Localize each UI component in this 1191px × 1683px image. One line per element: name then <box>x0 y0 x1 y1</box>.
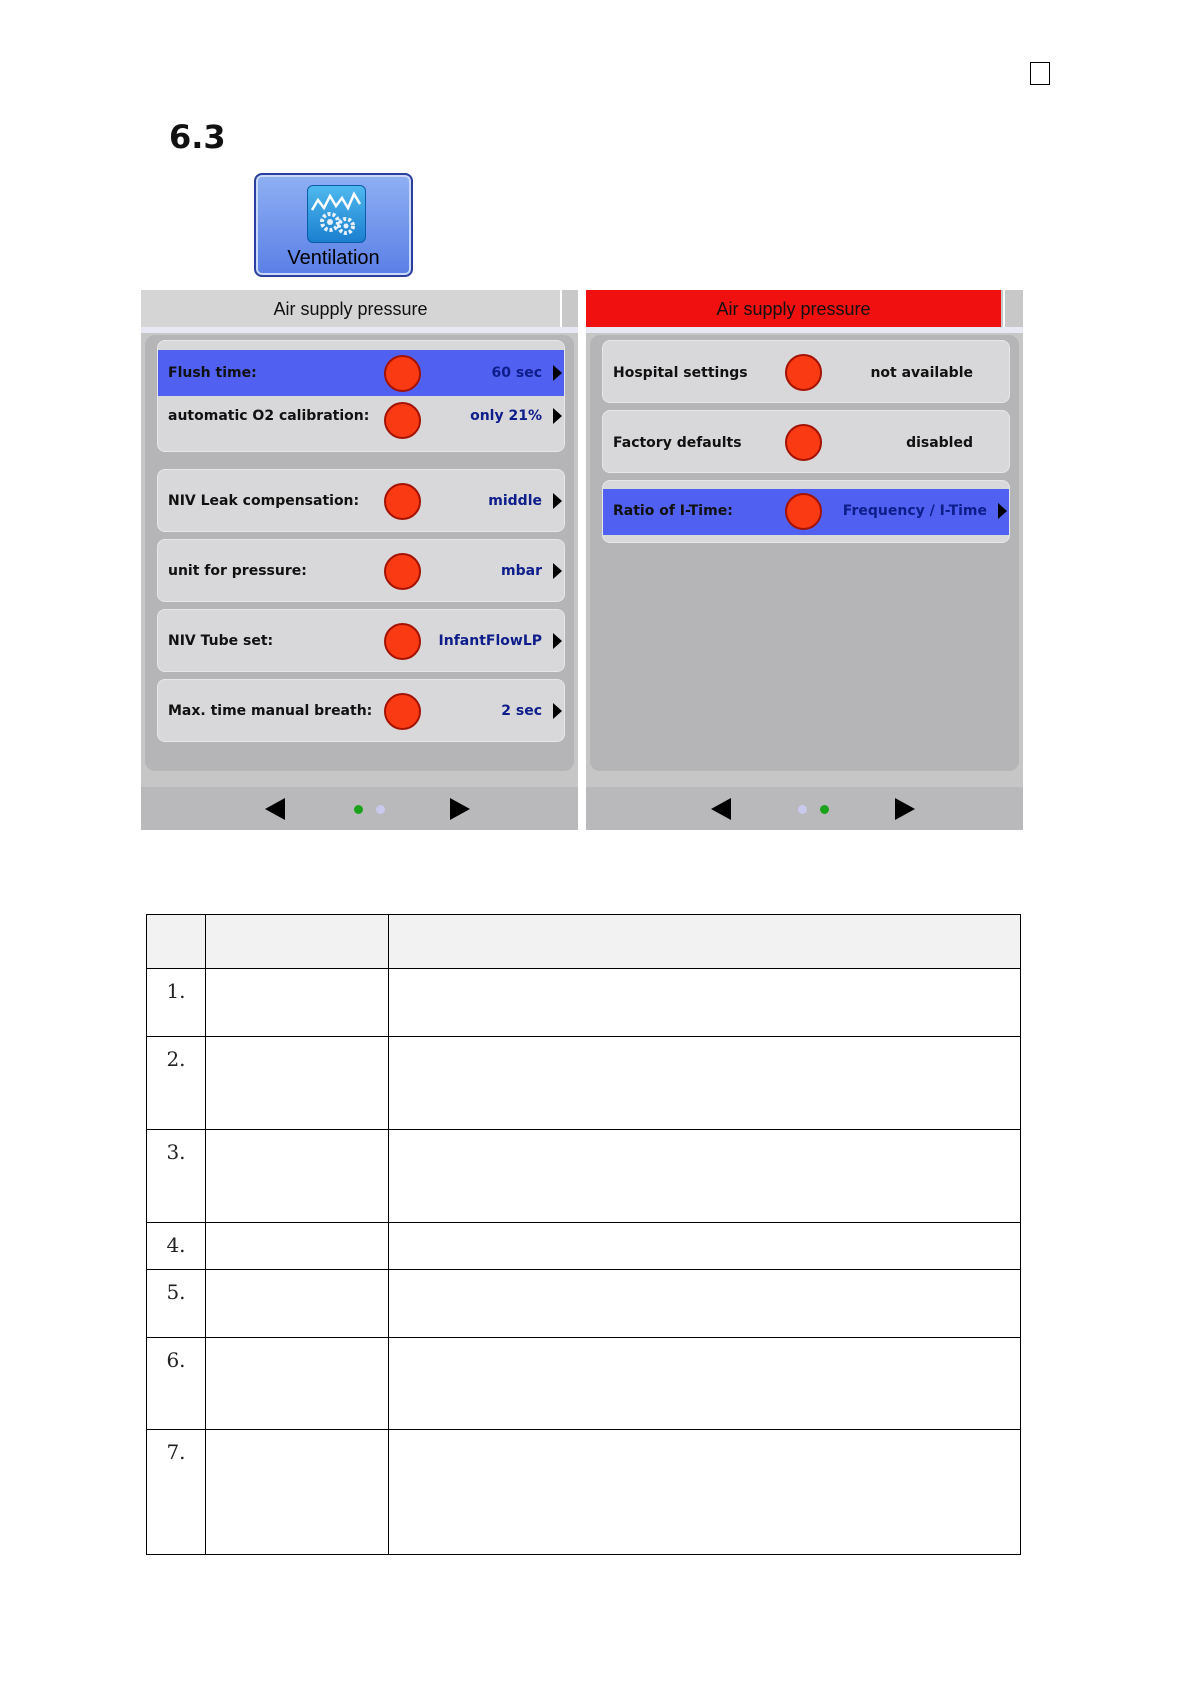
setting-row-unit-pressure[interactable] <box>157 539 565 602</box>
row-number: 4. <box>147 1223 206 1270</box>
niv-leak-arrow-icon[interactable] <box>553 493 562 509</box>
setting-row-hospital[interactable] <box>602 340 1010 403</box>
row-description-cell <box>389 1338 1021 1430</box>
page-dot-1 <box>798 805 807 814</box>
row-description-cell <box>389 1430 1021 1555</box>
o2-calibration-value[interactable]: only 21% <box>470 408 542 424</box>
manual-breath-label: Max. time manual breath: <box>168 703 373 719</box>
o2-calibration-indicator <box>384 402 421 439</box>
flush-time-indicator <box>384 355 421 392</box>
hospital-settings-value: not available <box>870 365 973 381</box>
previous-page-icon[interactable] <box>265 798 285 820</box>
setting-row-manual-breath[interactable] <box>157 679 565 742</box>
manual-breath-indicator <box>384 693 421 730</box>
factory-defaults-value: disabled <box>906 435 973 451</box>
factory-defaults-label: Factory defaults <box>613 435 742 451</box>
row-description-cell <box>389 1223 1021 1270</box>
screen-header: Air supply pressure <box>141 290 560 327</box>
section-number: 6.3 <box>169 118 226 156</box>
table-row <box>147 1338 1021 1430</box>
checkbox-square <box>1030 62 1050 85</box>
row-name-cell <box>206 1223 389 1270</box>
settings-group-flush <box>157 340 565 452</box>
table-header-row <box>147 915 1021 969</box>
factory-defaults-indicator <box>785 424 822 461</box>
ratio-itime-value[interactable]: Frequency / I-Time <box>842 503 987 519</box>
page-dot-1 <box>354 805 363 814</box>
unit-pressure-indicator <box>384 553 421 590</box>
row-number: 7. <box>147 1430 206 1555</box>
niv-leak-value[interactable]: middle <box>488 493 542 509</box>
previous-page-icon[interactable] <box>711 798 731 820</box>
page-navigation <box>586 787 1023 830</box>
table-row <box>147 1130 1021 1223</box>
setting-row-ratio-itime[interactable] <box>602 480 1010 543</box>
row-number: 5. <box>147 1270 206 1338</box>
niv-tube-label: NIV Tube set: <box>168 633 274 649</box>
header-side-tab <box>560 290 578 327</box>
ratio-itime-arrow-icon[interactable] <box>998 503 1007 519</box>
row-description-cell <box>389 1037 1021 1130</box>
row-name-cell <box>206 969 389 1037</box>
manual-breath-arrow-icon[interactable] <box>553 703 562 719</box>
row-description-cell <box>389 1130 1021 1223</box>
o2-calibration-label: automatic O2 calibration: <box>168 408 370 424</box>
settings-panel <box>145 335 574 771</box>
settings-screen-page-2 <box>586 290 1023 830</box>
ratio-itime-label: Ratio of I-Time: <box>613 503 733 519</box>
niv-leak-indicator <box>384 483 421 520</box>
niv-tube-arrow-icon[interactable] <box>553 633 562 649</box>
manual-breath-value[interactable]: 2 sec <box>501 703 542 719</box>
ventilation-button[interactable] <box>254 173 413 277</box>
niv-tube-value[interactable]: InfantFlowLP <box>438 633 542 649</box>
header-cell-name <box>206 915 389 969</box>
row-name-cell <box>206 1430 389 1555</box>
row-description-cell <box>389 1270 1021 1338</box>
table-row <box>147 1430 1021 1555</box>
row-name-cell <box>206 1037 389 1130</box>
unit-pressure-arrow-icon[interactable] <box>553 563 562 579</box>
setting-row-niv-leak[interactable] <box>157 469 565 532</box>
ventilation-label: Ventilation <box>287 247 380 269</box>
flush-time-label: Flush time: <box>168 365 257 381</box>
niv-tube-indicator <box>384 623 421 660</box>
next-page-icon[interactable] <box>450 798 470 820</box>
row-number: 6. <box>147 1338 206 1430</box>
screen-header-alarm: Air supply pressure <box>586 290 1001 327</box>
row-name-cell <box>206 1130 389 1223</box>
row-number: 1. <box>147 969 206 1037</box>
page-navigation <box>141 787 578 830</box>
ventilation-waves-gears-icon <box>307 185 366 243</box>
ratio-itime-indicator <box>785 493 822 530</box>
hospital-settings-indicator <box>785 354 822 391</box>
row-name-cell <box>206 1270 389 1338</box>
header-side-tab <box>1003 290 1023 327</box>
row-name-cell <box>206 1338 389 1430</box>
hospital-settings-label: Hospital settings <box>613 365 748 381</box>
row-number: 3. <box>147 1130 206 1223</box>
row-description-cell <box>389 969 1021 1037</box>
unit-pressure-value[interactable]: mbar <box>501 563 542 579</box>
niv-leak-label: NIV Leak compensation: <box>168 493 360 509</box>
table-row <box>147 1037 1021 1130</box>
settings-panel <box>590 335 1019 771</box>
legend-table <box>146 914 1021 1555</box>
flush-time-value[interactable]: 60 sec <box>491 365 542 381</box>
page-dot-2 <box>820 805 829 814</box>
header-cell-description <box>389 915 1021 969</box>
table-row <box>147 969 1021 1037</box>
settings-screen-page-1 <box>141 290 578 830</box>
table-row <box>147 1270 1021 1338</box>
page-dot-2 <box>376 805 385 814</box>
row-number: 2. <box>147 1037 206 1130</box>
unit-pressure-label: unit for pressure: <box>168 563 307 579</box>
header-cell-number <box>147 915 206 969</box>
setting-row-factory[interactable] <box>602 410 1010 473</box>
setting-row-niv-tube[interactable] <box>157 609 565 672</box>
flush-time-arrow-icon[interactable] <box>553 365 562 381</box>
o2-calibration-arrow-icon[interactable] <box>553 408 562 424</box>
next-page-icon[interactable] <box>895 798 915 820</box>
table-row <box>147 1223 1021 1270</box>
